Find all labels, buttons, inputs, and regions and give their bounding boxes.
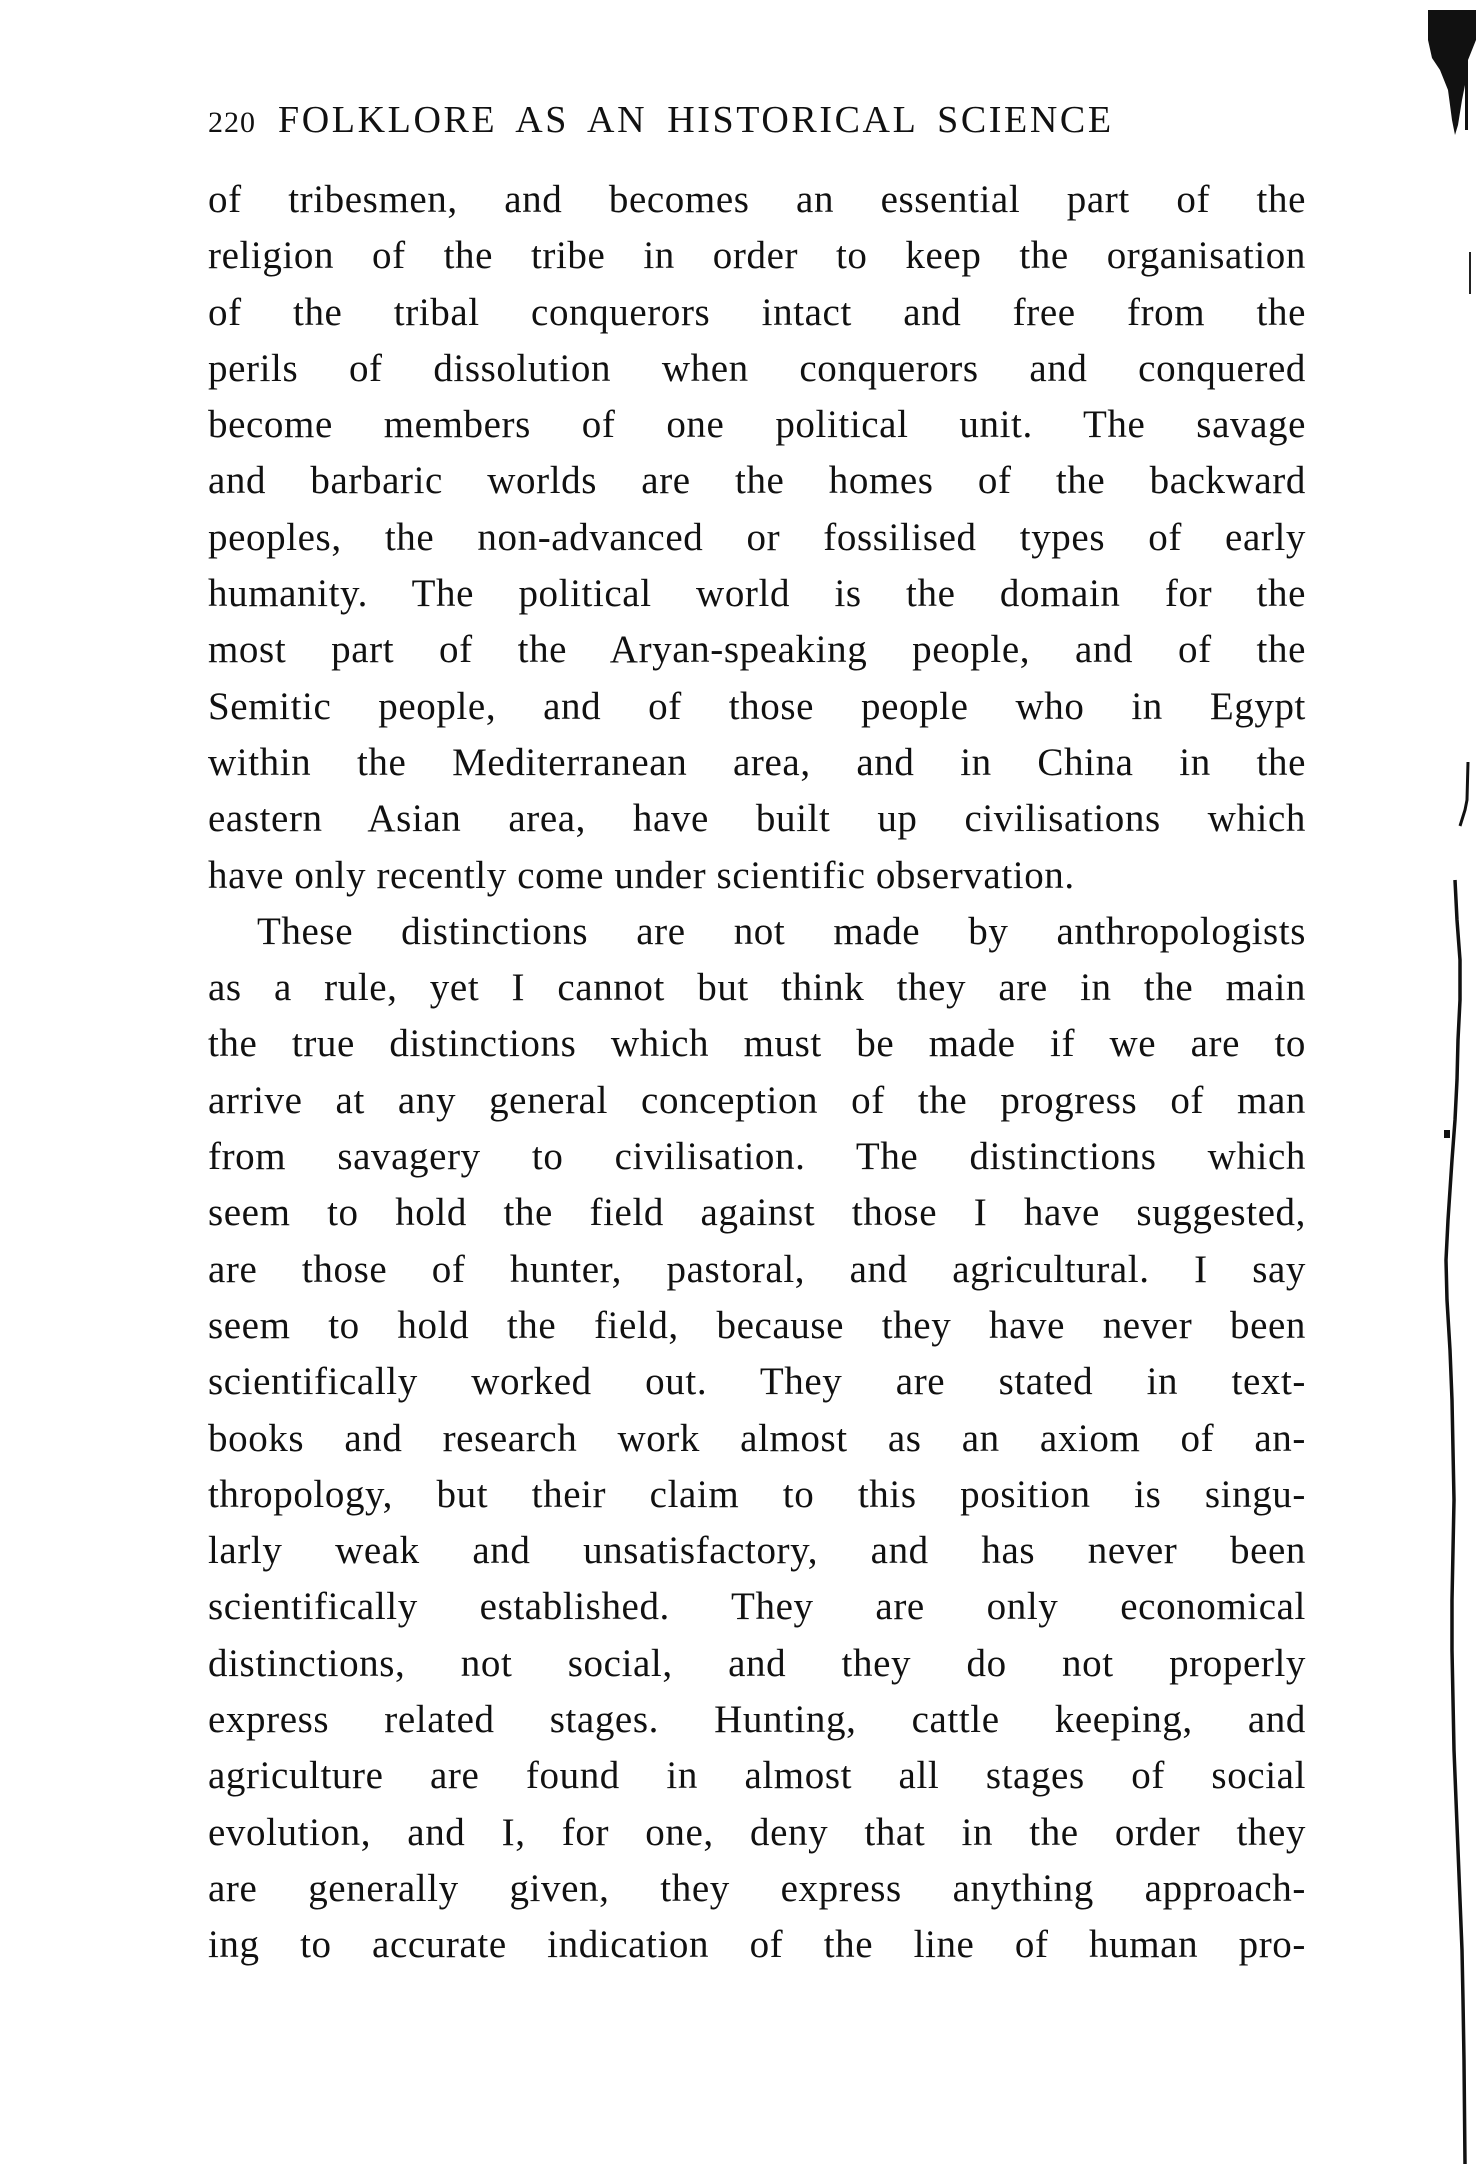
text-line: arrive at any general conception of the progress of man <box>208 1078 1306 1122</box>
running-head <box>208 98 1248 142</box>
running-title: FOLKLORE AS AN HISTORICAL SCIENCE <box>278 99 1114 141</box>
text-line: distinctions, not social, and they do not properly <box>208 1641 1306 1685</box>
text-line: become members of one political unit. The savage <box>208 403 1306 447</box>
text-line: thropology, but their claim to this position is singu- <box>208 1472 1306 1516</box>
text-line: peoples, the non-advanced or fossilised types of early <box>208 515 1306 559</box>
text-line: seem to hold the field, because they have never been <box>208 1303 1306 1347</box>
body-text <box>208 172 1306 1974</box>
text-line: within the Mediterranean area, and in China in the <box>208 740 1306 784</box>
page-number: 220 <box>208 106 256 139</box>
text-line: from savagery to civilisation. The distinctions which <box>208 1135 1306 1179</box>
text-line: eastern Asian area, have built up civilisations which <box>208 797 1306 841</box>
text-line: larly weak and unsatisfactory, and has never been <box>208 1529 1306 1573</box>
text-line: of the tribal conquerors intact and free from the <box>208 290 1306 334</box>
text-line: Semitic people, and of those people who in Egypt <box>208 684 1306 728</box>
text-line: evolution, and I, for one, deny that in the order they <box>208 1810 1306 1854</box>
text-line: of tribesmen, and becomes an essential part of the <box>208 178 1306 221</box>
text-line: and barbaric worlds are the homes of the backward <box>208 459 1306 503</box>
scan-binding-edge <box>1376 0 1476 2164</box>
paragraph-1 <box>208 172 1306 904</box>
text-line: are those of hunter, pastoral, and agricultural. I say <box>208 1247 1306 1291</box>
text-line: scientifically worked out. They are stated in text- <box>208 1360 1306 1404</box>
text-line: most part of the Aryan-speaking people, and of the <box>208 628 1306 672</box>
text-line: as a rule, yet I cannot but think they are in the main <box>208 966 1306 1010</box>
text-line: ing to accurate indication of the line of human pro- <box>208 1923 1306 1967</box>
text-line: agriculture are found in almost all stages of social <box>208 1754 1306 1798</box>
text-line: are generally given, they express anything approach- <box>208 1866 1306 1910</box>
text-line: seem to hold the field against those I have suggested, <box>208 1191 1306 1235</box>
text-line: humanity. The political world is the domain for the <box>208 572 1306 616</box>
text-line: These distinctions are not made by anthropologists <box>257 909 1306 953</box>
text-line: the true distinctions which must be made if we are to <box>208 1022 1306 1066</box>
text-line: perils of dissolution when conquerors and conquered <box>208 346 1306 390</box>
text-line: have only recently come under scientific observation. <box>208 853 1075 897</box>
text-line: scientifically established. They are only economical <box>208 1585 1306 1629</box>
paragraph-2 <box>208 904 1306 1974</box>
text-line: religion of the tribe in order to keep the organisation <box>208 234 1306 278</box>
text-line: books and research work almost as an axiom of an- <box>208 1416 1306 1460</box>
text-line: express related stages. Hunting, cattle keeping, and <box>208 1698 1306 1742</box>
